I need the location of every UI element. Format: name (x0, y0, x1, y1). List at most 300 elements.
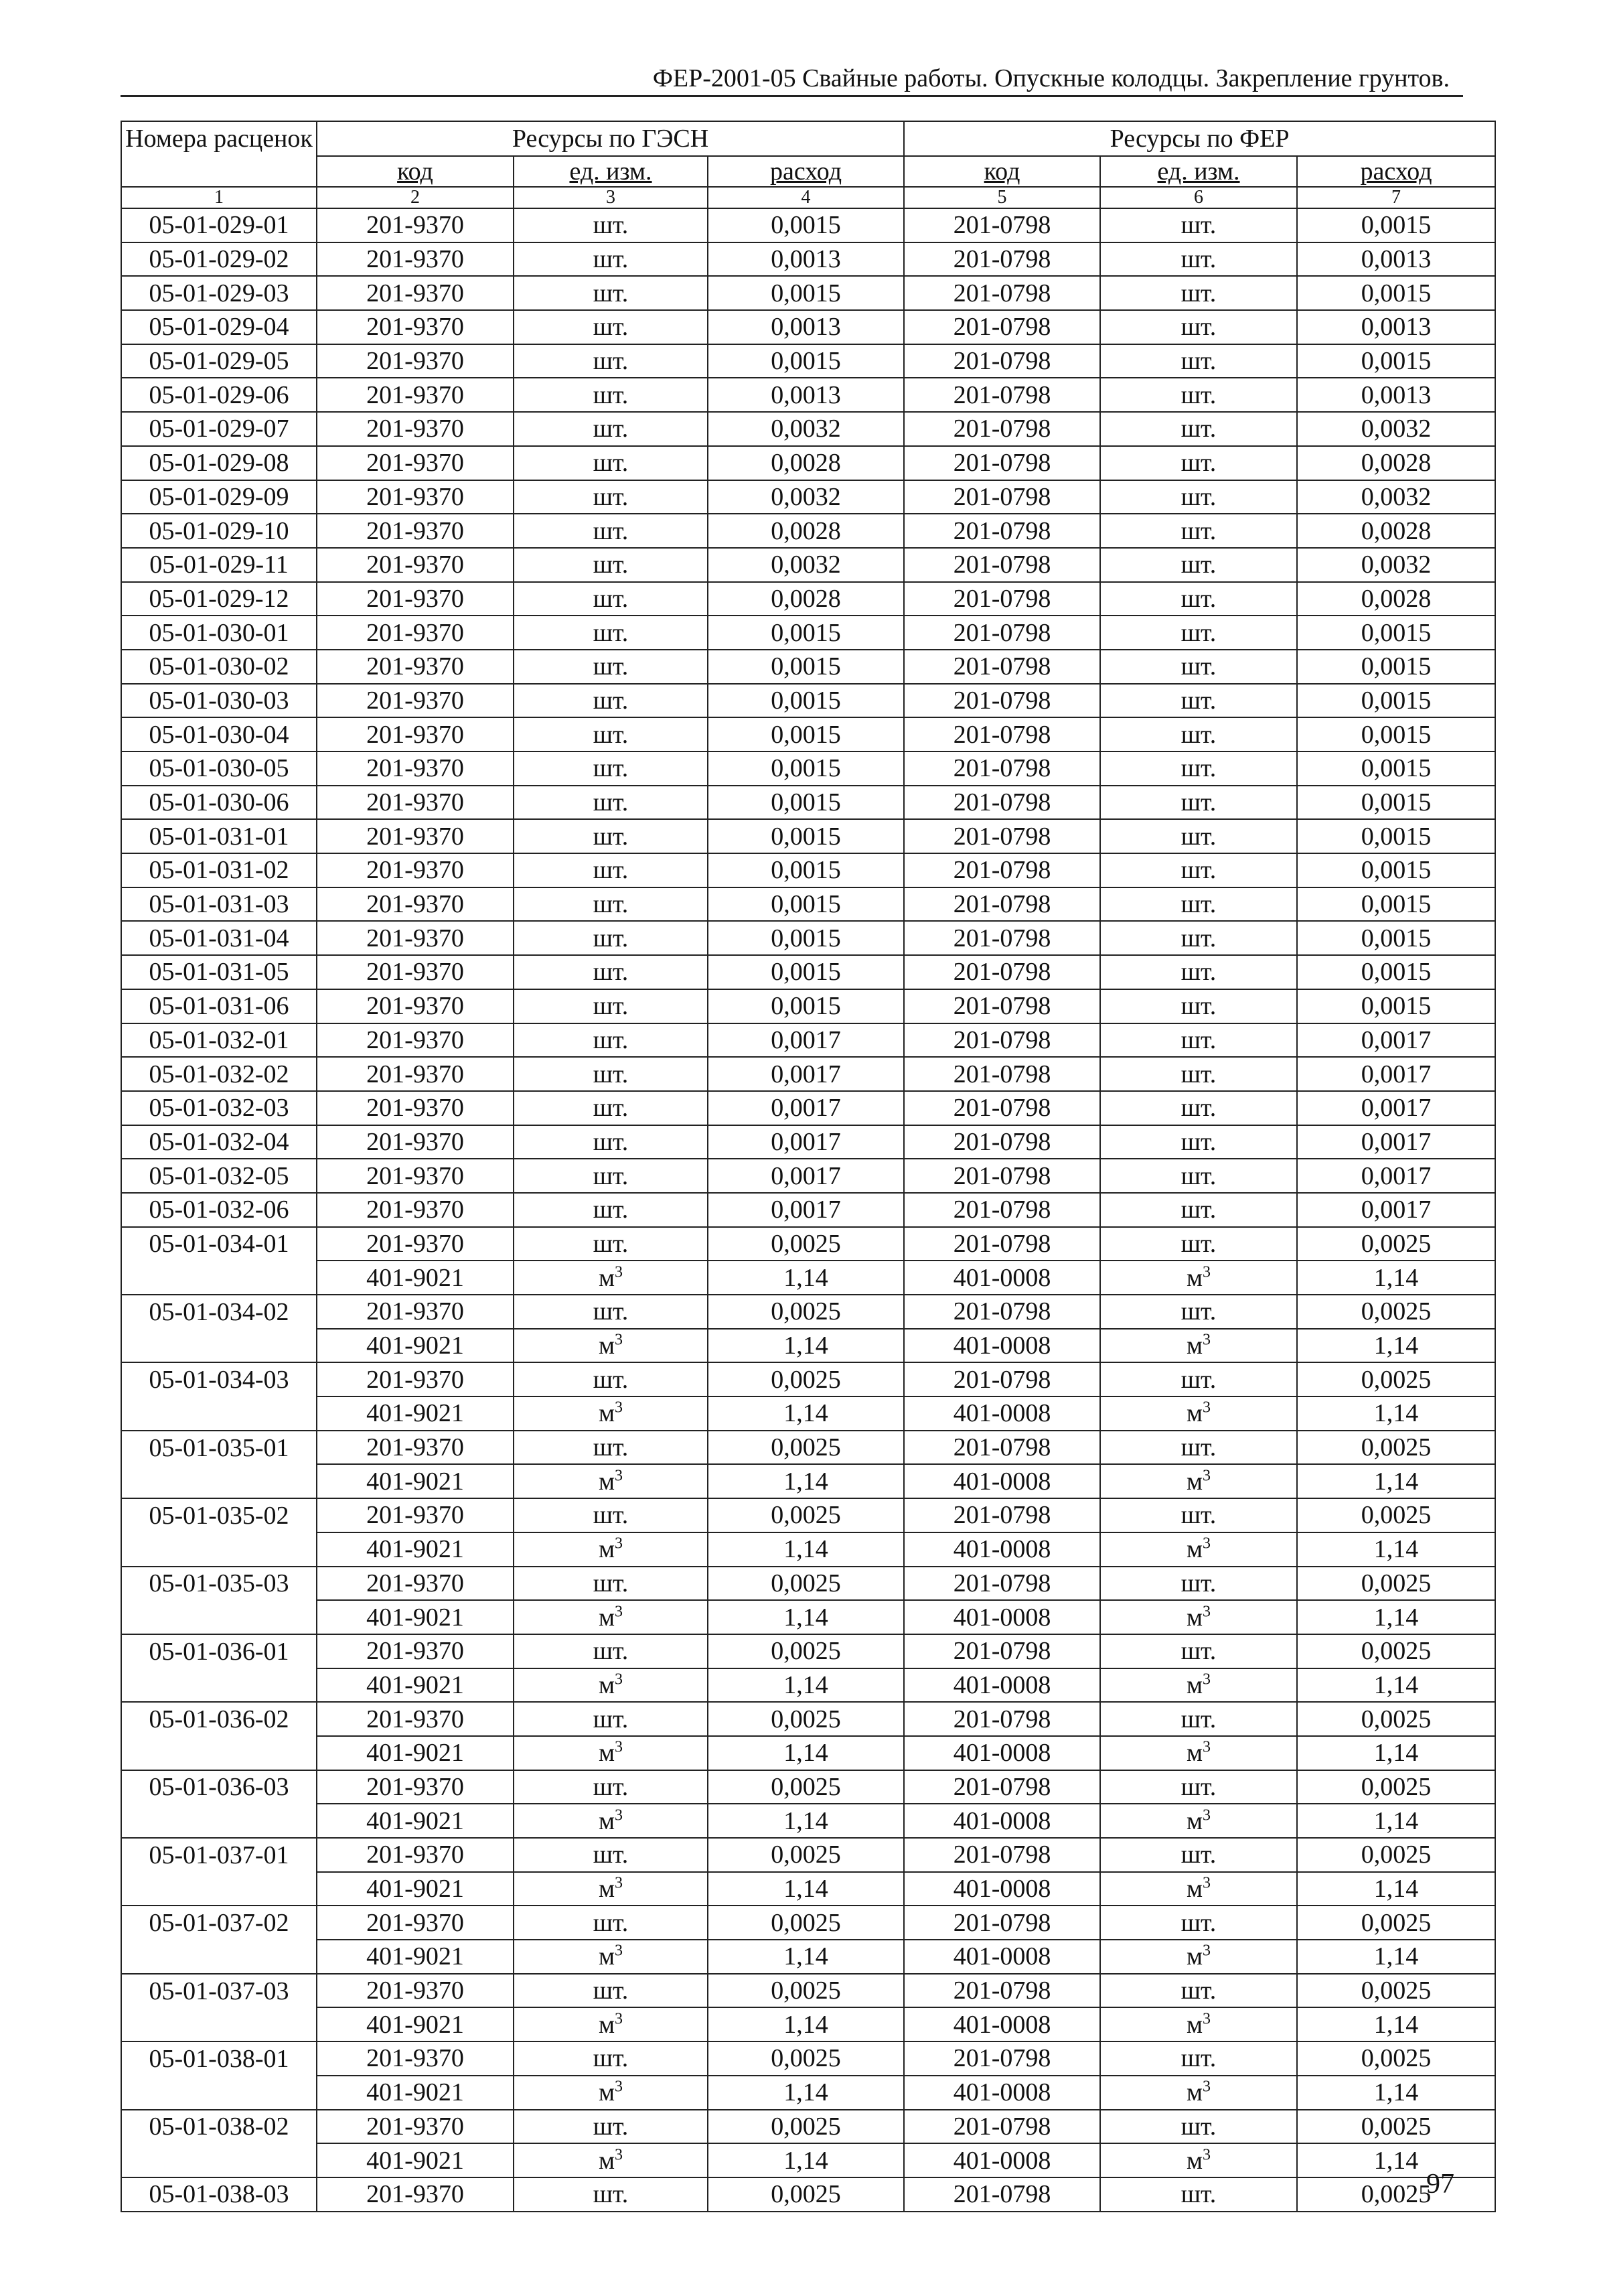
gesn-consumption-cell: 0,0025 (708, 1431, 904, 1465)
table-row (121, 989, 1495, 1023)
gesn-code-cell: 201-9370 (317, 412, 514, 446)
fer-consumption-cell: 0,0025 (1297, 1498, 1495, 1532)
gesn-consumption-cell: 0,0017 (708, 1057, 904, 1091)
rate-cell: 05-01-031-04 (121, 921, 317, 955)
fer-consumption-cell: 0,0025 (1297, 2041, 1495, 2076)
fer-consumption-cell: 0,0015 (1297, 819, 1495, 853)
fer-unit-cell: шт. (1100, 1295, 1297, 1329)
table-row (121, 1940, 1495, 1974)
gesn-consumption-cell: 0,0028 (708, 514, 904, 548)
fer-code-cell: 201-0798 (904, 412, 1100, 446)
fer-code-cell: 201-0798 (904, 1057, 1100, 1091)
header-title: ФЕР-2001-05 Свайные работы. Опускные колодцы. Закрепление грунтов. (652, 64, 1450, 92)
gesn-consumption-cell: 1,14 (708, 1261, 904, 1295)
fer-code-cell: 201-0798 (904, 1567, 1100, 1601)
fer-consumption-cell: 0,0015 (1297, 955, 1495, 989)
gesn-code-cell: 201-9370 (317, 1702, 514, 1736)
fer-unit-cell: $м^3$ (1100, 2143, 1297, 2177)
rate-cell: 05-01-029-10 (121, 514, 317, 548)
gesn-unit-cell: шт. (514, 1498, 708, 1532)
table-row (121, 650, 1495, 684)
gesn-unit-cell: шт. (514, 344, 708, 378)
table-row (121, 1567, 1495, 1601)
gesn-unit-cell: $м^3$ (514, 2007, 708, 2041)
table-row (121, 1396, 1495, 1431)
unit-exponent: 3 (615, 1602, 623, 1620)
fer-unit-cell: шт. (1100, 955, 1297, 989)
fer-unit-cell: шт. (1100, 310, 1297, 344)
gesn-unit-cell: $м^3$ (514, 2076, 708, 2110)
column-header-rates: Номера расценок (121, 121, 317, 187)
rate-cell: 05-01-029-07 (121, 412, 317, 446)
table-row (121, 1600, 1495, 1634)
column-header-gesn-unit: ед. изм. (514, 156, 708, 187)
fer-unit-cell: шт. (1100, 717, 1297, 751)
gesn-consumption-cell: 0,0025 (708, 1227, 904, 1261)
table-row (121, 1295, 1495, 1329)
rate-cell: 05-01-031-06 (121, 989, 317, 1023)
fer-unit-cell: шт. (1100, 1702, 1297, 1736)
unit-exponent: 3 (1203, 1467, 1211, 1485)
rate-cell (121, 1261, 317, 1295)
fer-code-cell: 201-0798 (904, 2110, 1100, 2144)
fer-unit-cell: шт. (1100, 684, 1297, 718)
gesn-unit-cell: $м^3$ (514, 1736, 708, 1770)
column-header-gesn-code: код (317, 156, 514, 187)
gesn-consumption-cell: 0,0015 (708, 786, 904, 820)
fer-consumption-cell: 1,14 (1297, 1736, 1495, 1770)
gesn-code-cell: 201-9370 (317, 819, 514, 853)
fer-code-cell: 201-0798 (904, 751, 1100, 786)
rate-cell: 05-01-029-02 (121, 242, 317, 277)
rate-cell: 05-01-032-06 (121, 1193, 317, 1227)
rate-cell: 05-01-031-05 (121, 955, 317, 989)
gesn-unit-cell: шт. (514, 887, 708, 922)
fer-code-cell: 401-0008 (904, 1736, 1100, 1770)
fer-code-cell: 201-0798 (904, 1125, 1100, 1159)
fer-consumption-cell: 0,0028 (1297, 514, 1495, 548)
table-row (121, 717, 1495, 751)
rate-cell: 05-01-035-03 (121, 1567, 317, 1601)
fer-unit-cell: шт. (1100, 1634, 1297, 1668)
column-header-fer-code: код (904, 156, 1100, 187)
fer-code-cell: 201-0798 (904, 1838, 1100, 1872)
gesn-code-cell: 201-9370 (317, 1567, 514, 1601)
fer-code-cell: 201-0798 (904, 921, 1100, 955)
gesn-consumption-cell: 1,14 (708, 1940, 904, 1974)
table-row (121, 1464, 1495, 1498)
unit-exponent: 3 (1203, 1263, 1211, 1281)
gesn-consumption-cell: 0,0015 (708, 616, 904, 650)
gesn-code-cell: 201-9370 (317, 480, 514, 514)
fer-consumption-cell: 0,0028 (1297, 446, 1495, 480)
table-row (121, 887, 1495, 922)
gesn-consumption-cell: 0,0013 (708, 378, 904, 412)
rate-cell: 05-01-038-01 (121, 2041, 317, 2076)
fer-code-cell: 401-0008 (904, 1532, 1100, 1567)
fer-unit-cell: $м^3$ (1100, 1736, 1297, 1770)
fer-unit-cell: $м^3$ (1100, 1804, 1297, 1838)
gesn-consumption-cell: 1,14 (708, 1532, 904, 1567)
fer-unit-cell: шт. (1100, 786, 1297, 820)
gesn-consumption-cell: 1,14 (708, 1464, 904, 1498)
fer-code-cell: 401-0008 (904, 1261, 1100, 1295)
table-row (121, 1023, 1495, 1058)
fer-code-cell: 201-0798 (904, 1498, 1100, 1532)
fer-code-cell: 201-0798 (904, 582, 1100, 616)
gesn-consumption-cell: 1,14 (708, 1329, 904, 1363)
fer-consumption-cell: 0,0013 (1297, 310, 1495, 344)
gesn-consumption-cell: 0,0015 (708, 717, 904, 751)
fer-code-cell: 401-0008 (904, 1329, 1100, 1363)
rate-cell: 05-01-036-01 (121, 1634, 317, 1668)
rate-cell: 05-01-032-02 (121, 1057, 317, 1091)
gesn-consumption-cell: 1,14 (708, 2143, 904, 2177)
fer-unit-cell: $м^3$ (1100, 2076, 1297, 2110)
rate-cell (121, 1600, 317, 1634)
table-row (121, 378, 1495, 412)
gesn-code-cell: 201-9370 (317, 1193, 514, 1227)
rate-cell: 05-01-034-02 (121, 1295, 317, 1329)
fer-consumption-cell: 0,0025 (1297, 1227, 1495, 1261)
unit-exponent: 3 (615, 2078, 623, 2096)
gesn-code-cell: 201-9370 (317, 2041, 514, 2076)
unit-exponent: 3 (1203, 1398, 1211, 1417)
rate-cell: 05-01-029-09 (121, 480, 317, 514)
fer-code-cell: 201-0798 (904, 344, 1100, 378)
table-row (121, 242, 1495, 277)
group-header-gesn: Ресурсы по ГЭСН (317, 121, 904, 156)
table-row (121, 446, 1495, 480)
fer-code-cell: 201-0798 (904, 1702, 1100, 1736)
table-row (121, 412, 1495, 446)
gesn-code-cell: 401-9021 (317, 1396, 514, 1431)
table-row (121, 2076, 1495, 2110)
gesn-code-cell: 201-9370 (317, 2177, 514, 2212)
gesn-code-cell: 201-9370 (317, 344, 514, 378)
gesn-unit-cell: $м^3$ (514, 1396, 708, 1431)
gesn-code-cell: 201-9370 (317, 1974, 514, 2008)
gesn-unit-cell: шт. (514, 2110, 708, 2144)
gesn-code-cell: 401-9021 (317, 2143, 514, 2177)
rate-cell: 05-01-037-03 (121, 1974, 317, 2008)
rate-cell (121, 2143, 317, 2177)
fer-code-cell: 201-0798 (904, 242, 1100, 277)
fer-unit-cell: шт. (1100, 582, 1297, 616)
gesn-unit-cell: шт. (514, 786, 708, 820)
column-number: 6 (1100, 187, 1297, 208)
gesn-consumption-cell: 0,0025 (708, 1906, 904, 1940)
fer-consumption-cell: 0,0025 (1297, 1974, 1495, 2008)
unit-exponent: 3 (615, 2145, 623, 2163)
gesn-unit-cell: шт. (514, 1091, 708, 1125)
fer-code-cell: 401-0008 (904, 1396, 1100, 1431)
fer-code-cell: 201-0798 (904, 887, 1100, 922)
table-row (121, 1431, 1495, 1465)
gesn-code-cell: 401-9021 (317, 2007, 514, 2041)
gesn-consumption-cell: 1,14 (708, 1600, 904, 1634)
fer-code-cell: 201-0798 (904, 853, 1100, 887)
fer-consumption-cell: 1,14 (1297, 1668, 1495, 1703)
gesn-unit-cell: шт. (514, 1193, 708, 1227)
fer-consumption-cell: 0,0017 (1297, 1159, 1495, 1193)
fer-consumption-cell: 1,14 (1297, 2076, 1495, 2110)
gesn-code-cell: 201-9370 (317, 1770, 514, 1804)
fer-consumption-cell: 0,0013 (1297, 242, 1495, 277)
gesn-unit-cell: шт. (514, 1702, 708, 1736)
fer-unit-cell: шт. (1100, 208, 1297, 242)
rate-cell: 05-01-029-11 (121, 548, 317, 582)
fer-consumption-cell: 0,0015 (1297, 989, 1495, 1023)
group-header-fer: Ресурсы по ФЕР (904, 121, 1495, 156)
table-row (121, 1329, 1495, 1363)
gesn-code-cell: 201-9370 (317, 514, 514, 548)
fer-consumption-cell: 0,0017 (1297, 1125, 1495, 1159)
fer-code-cell: 201-0798 (904, 819, 1100, 853)
fer-code-cell: 401-0008 (904, 1600, 1100, 1634)
table-row (121, 1872, 1495, 1906)
gesn-consumption-cell: 0,0015 (708, 208, 904, 242)
gesn-unit-cell: шт. (514, 514, 708, 548)
table-row (121, 548, 1495, 582)
fer-code-cell: 401-0008 (904, 2143, 1100, 2177)
gesn-unit-cell: шт. (514, 480, 708, 514)
fer-code-cell: 201-0798 (904, 1023, 1100, 1058)
gesn-code-cell: 201-9370 (317, 1906, 514, 1940)
fer-code-cell: 201-0798 (904, 1770, 1100, 1804)
gesn-consumption-cell: 0,0015 (708, 955, 904, 989)
gesn-code-cell: 401-9021 (317, 1804, 514, 1838)
gesn-unit-cell: $м^3$ (514, 1940, 708, 1974)
fer-unit-cell: шт. (1100, 616, 1297, 650)
table-row (121, 751, 1495, 786)
table-row (121, 921, 1495, 955)
fer-unit-cell: шт. (1100, 412, 1297, 446)
fer-code-cell: 201-0798 (904, 684, 1100, 718)
gesn-unit-cell: шт. (514, 582, 708, 616)
rate-cell (121, 1464, 317, 1498)
table-row (121, 480, 1495, 514)
fer-unit-cell: шт. (1100, 1193, 1297, 1227)
gesn-consumption-cell: 0,0025 (708, 1295, 904, 1329)
fer-unit-cell: шт. (1100, 344, 1297, 378)
fer-consumption-cell: 1,14 (1297, 1329, 1495, 1363)
unit-exponent: 3 (1203, 1942, 1211, 1960)
gesn-unit-cell: шт. (514, 1227, 708, 1261)
rate-cell: 05-01-029-01 (121, 208, 317, 242)
fer-unit-cell: шт. (1100, 1057, 1297, 1091)
gesn-unit-cell: $м^3$ (514, 1464, 708, 1498)
fer-consumption-cell: 0,0032 (1297, 480, 1495, 514)
fer-unit-cell: $м^3$ (1100, 1464, 1297, 1498)
unit-exponent: 3 (1203, 2078, 1211, 2096)
rate-cell: 05-01-035-01 (121, 1431, 317, 1465)
gesn-unit-cell: шт. (514, 1431, 708, 1465)
table-row (121, 310, 1495, 344)
gesn-consumption-cell: 0,0015 (708, 853, 904, 887)
fer-code-cell: 201-0798 (904, 717, 1100, 751)
gesn-code-cell: 201-9370 (317, 582, 514, 616)
gesn-code-cell: 201-9370 (317, 887, 514, 922)
table-row (121, 1057, 1495, 1091)
gesn-consumption-cell: 0,0025 (708, 1770, 904, 1804)
fer-consumption-cell: 0,0015 (1297, 208, 1495, 242)
gesn-unit-cell: шт. (514, 650, 708, 684)
gesn-unit-cell: шт. (514, 853, 708, 887)
fer-consumption-cell: 0,0015 (1297, 853, 1495, 887)
gesn-unit-cell: $м^3$ (514, 1804, 708, 1838)
fer-unit-cell: $м^3$ (1100, 1329, 1297, 1363)
unit-exponent: 3 (615, 1874, 623, 1892)
rate-cell (121, 1396, 317, 1431)
fer-unit-cell: шт. (1100, 1125, 1297, 1159)
fer-unit-cell: шт. (1100, 2110, 1297, 2144)
fer-consumption-cell: 0,0025 (1297, 1567, 1495, 1601)
rate-cell: 05-01-029-08 (121, 446, 317, 480)
fer-code-cell: 201-0798 (904, 276, 1100, 310)
gesn-code-cell: 201-9370 (317, 853, 514, 887)
table-header (121, 121, 1495, 208)
rate-cell: 05-01-034-03 (121, 1362, 317, 1396)
gesn-unit-cell: шт. (514, 2041, 708, 2076)
gesn-unit-cell: шт. (514, 446, 708, 480)
gesn-consumption-cell: 0,0015 (708, 344, 904, 378)
gesn-unit-cell: $м^3$ (514, 1532, 708, 1567)
gesn-unit-cell: шт. (514, 684, 708, 718)
fer-unit-cell: шт. (1100, 1770, 1297, 1804)
fer-unit-cell: шт. (1100, 1023, 1297, 1058)
gesn-consumption-cell: 0,0013 (708, 242, 904, 277)
gesn-unit-cell: шт. (514, 412, 708, 446)
rate-cell: 05-01-030-04 (121, 717, 317, 751)
page-header (121, 62, 1463, 97)
gesn-code-cell: 201-9370 (317, 378, 514, 412)
gesn-code-cell: 401-9021 (317, 1940, 514, 1974)
gesn-unit-cell: шт. (514, 208, 708, 242)
fer-consumption-cell: 0,0017 (1297, 1193, 1495, 1227)
gesn-unit-cell: $м^3$ (514, 1600, 708, 1634)
unit-exponent: 3 (1203, 2145, 1211, 2163)
fer-unit-cell: шт. (1100, 1091, 1297, 1125)
fer-consumption-cell: 1,14 (1297, 1804, 1495, 1838)
gesn-consumption-cell: 0,0015 (708, 921, 904, 955)
rate-cell (121, 1532, 317, 1567)
fer-code-cell: 201-0798 (904, 616, 1100, 650)
unit-exponent: 3 (1203, 1670, 1211, 1689)
fer-consumption-cell: 0,0025 (1297, 1906, 1495, 1940)
fer-code-cell: 401-0008 (904, 1464, 1100, 1498)
rate-cell: 05-01-030-05 (121, 751, 317, 786)
fer-consumption-cell: 0,0025 (1297, 1295, 1495, 1329)
table-row (121, 1838, 1495, 1872)
gesn-code-cell: 201-9370 (317, 548, 514, 582)
table-row (121, 514, 1495, 548)
unit-exponent: 3 (615, 1942, 623, 1960)
fer-unit-cell: шт. (1100, 1227, 1297, 1261)
gesn-consumption-cell: 0,0025 (708, 1362, 904, 1396)
rate-cell: 05-01-031-01 (121, 819, 317, 853)
gesn-code-cell: 201-9370 (317, 208, 514, 242)
gesn-unit-cell: $м^3$ (514, 1872, 708, 1906)
gesn-consumption-cell: 0,0017 (708, 1193, 904, 1227)
gesn-code-cell: 401-9021 (317, 1329, 514, 1363)
fer-consumption-cell: 0,0015 (1297, 717, 1495, 751)
fer-code-cell: 201-0798 (904, 1906, 1100, 1940)
fer-code-cell: 201-0798 (904, 1091, 1100, 1125)
gesn-unit-cell: $м^3$ (514, 1668, 708, 1703)
fer-unit-cell: шт. (1100, 921, 1297, 955)
fer-consumption-cell: 0,0025 (1297, 2177, 1495, 2212)
fer-unit-cell: шт. (1100, 751, 1297, 786)
table-row (121, 1193, 1495, 1227)
fer-code-cell: 201-0798 (904, 208, 1100, 242)
gesn-unit-cell: шт. (514, 1057, 708, 1091)
fer-consumption-cell: 0,0013 (1297, 378, 1495, 412)
gesn-unit-cell: шт. (514, 548, 708, 582)
fer-code-cell: 201-0798 (904, 446, 1100, 480)
table-body (121, 208, 1495, 2212)
gesn-consumption-cell: 0,0015 (708, 989, 904, 1023)
unit-exponent: 3 (615, 1738, 623, 1756)
fer-code-cell: 201-0798 (904, 1974, 1100, 2008)
fer-code-cell: 201-0798 (904, 1431, 1100, 1465)
fer-code-cell: 201-0798 (904, 1634, 1100, 1668)
gesn-unit-cell: шт. (514, 2177, 708, 2212)
gesn-unit-cell: шт. (514, 310, 708, 344)
resources-table (121, 121, 1496, 2212)
rate-cell (121, 2076, 317, 2110)
gesn-consumption-cell: 0,0025 (708, 2177, 904, 2212)
fer-unit-cell: $м^3$ (1100, 1668, 1297, 1703)
gesn-consumption-cell: 0,0028 (708, 582, 904, 616)
gesn-unit-cell: $м^3$ (514, 2143, 708, 2177)
gesn-unit-cell: шт. (514, 1634, 708, 1668)
rate-cell: 05-01-029-05 (121, 344, 317, 378)
fer-code-cell: 201-0798 (904, 310, 1100, 344)
gesn-unit-cell: шт. (514, 751, 708, 786)
gesn-consumption-cell: 0,0025 (708, 1567, 904, 1601)
unit-exponent: 3 (615, 1670, 623, 1689)
gesn-code-cell: 201-9370 (317, 1838, 514, 1872)
fer-consumption-cell: 0,0015 (1297, 650, 1495, 684)
rate-cell (121, 1872, 317, 1906)
table-row (121, 684, 1495, 718)
gesn-code-cell: 201-9370 (317, 276, 514, 310)
unit-exponent: 3 (615, 1263, 623, 1281)
fer-code-cell: 401-0008 (904, 1940, 1100, 1974)
gesn-consumption-cell: 0,0025 (708, 1702, 904, 1736)
rate-cell: 05-01-030-01 (121, 616, 317, 650)
fer-consumption-cell: 0,0017 (1297, 1091, 1495, 1125)
fer-consumption-cell: 0,0025 (1297, 1838, 1495, 1872)
gesn-consumption-cell: 0,0025 (708, 1634, 904, 1668)
rate-cell: 05-01-032-05 (121, 1159, 317, 1193)
gesn-consumption-cell: 1,14 (708, 1872, 904, 1906)
gesn-consumption-cell: 0,0015 (708, 751, 904, 786)
fer-consumption-cell: 1,14 (1297, 2007, 1495, 2041)
fer-unit-cell: шт. (1100, 276, 1297, 310)
gesn-code-cell: 201-9370 (317, 616, 514, 650)
fer-unit-cell: шт. (1100, 1567, 1297, 1601)
fer-code-cell: 201-0798 (904, 1362, 1100, 1396)
fer-code-cell: 201-0798 (904, 1227, 1100, 1261)
gesn-unit-cell: шт. (514, 1023, 708, 1058)
fer-unit-cell: шт. (1100, 1838, 1297, 1872)
table-row (121, 853, 1495, 887)
gesn-code-cell: 201-9370 (317, 921, 514, 955)
gesn-unit-cell: шт. (514, 1974, 708, 2008)
gesn-consumption-cell: 0,0028 (708, 446, 904, 480)
